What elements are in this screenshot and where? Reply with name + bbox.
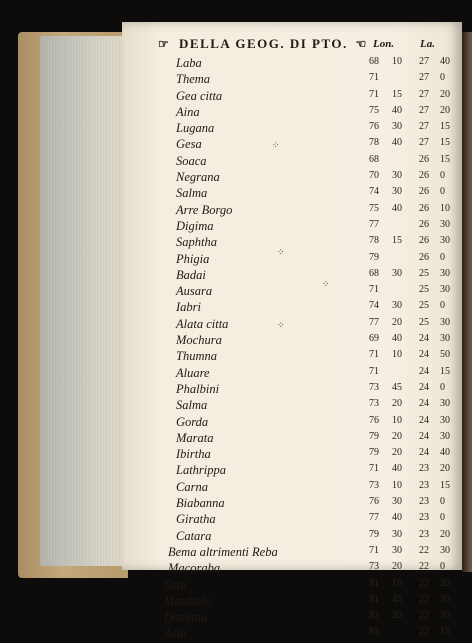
- place-name: Sata: [164, 577, 187, 592]
- latitude-degrees: 27: [419, 56, 429, 67]
- place-name: Salma: [176, 398, 208, 413]
- table-row: [122, 235, 462, 251]
- latitude-minutes: 10: [440, 202, 450, 214]
- place-name: Negrana: [176, 170, 220, 185]
- place-name: Biabanna: [176, 496, 225, 511]
- latitude-minutes: 20: [440, 463, 450, 475]
- longitude-minutes: 15: [392, 88, 402, 100]
- table-row: [122, 512, 462, 528]
- latitude-degrees: 27: [419, 88, 429, 100]
- place-name: Phigia: [176, 251, 210, 266]
- latitude-degrees: 26: [419, 202, 429, 214]
- longitude-degrees: 71: [369, 88, 379, 100]
- latitude-minutes: 50: [440, 349, 450, 361]
- latitude-minutes: 30: [440, 430, 450, 442]
- longitude-degrees: 68: [369, 56, 379, 67]
- longitude-degrees: 68: [369, 267, 379, 279]
- place-name: Masthala: [164, 593, 212, 608]
- latitude-degrees: 24: [419, 349, 429, 361]
- latitude-degrees: 23: [419, 528, 429, 540]
- place-name: Iabri: [176, 300, 201, 315]
- table-row: [122, 626, 462, 642]
- place-name: Badai: [176, 267, 206, 282]
- longitude-degrees: 71: [369, 463, 379, 475]
- longitude-degrees: 75: [369, 104, 379, 116]
- latitude-degrees: 22: [419, 610, 429, 622]
- longitude-degrees: 78: [369, 235, 379, 247]
- longitude-degrees: 79: [369, 251, 379, 263]
- longitude-minutes: 30: [392, 267, 402, 279]
- longitude-minutes: 10: [392, 56, 402, 67]
- latitude-minutes: 15: [440, 626, 450, 638]
- latitude-minutes: 0: [440, 381, 445, 393]
- place-name: Aluare: [176, 365, 210, 380]
- latitude-degrees: 25: [419, 284, 429, 296]
- latitude-minutes: 30: [440, 610, 450, 622]
- latitude-minutes: 30: [440, 218, 450, 230]
- latitude-minutes: 15: [440, 479, 450, 491]
- latitude-degrees: 27: [419, 72, 429, 84]
- latitude-minutes: 0: [440, 561, 445, 573]
- longitude-minutes: 20: [392, 610, 402, 622]
- longitude-degrees: 76: [369, 496, 379, 508]
- book: [18, 22, 466, 641]
- place-name: Lathrippa: [176, 463, 227, 478]
- latitude-minutes: 15: [440, 365, 450, 377]
- table-row: [122, 594, 462, 610]
- table-row: [122, 496, 462, 512]
- longitude-degrees: 71: [369, 349, 379, 361]
- latitude-minutes: 40: [440, 56, 450, 67]
- latitude-minutes: 30: [440, 398, 450, 410]
- longitude-degrees: 81: [369, 577, 379, 589]
- longitude-minutes: 40: [392, 137, 402, 149]
- longitude-degrees: 73: [369, 561, 379, 573]
- table-row: [122, 219, 462, 235]
- latitude-degrees: 25: [419, 300, 429, 312]
- latitude-degrees: 27: [419, 137, 429, 149]
- place-name: Marata: [176, 430, 214, 445]
- longitude-degrees: 75: [369, 202, 379, 214]
- latitude-degrees: 22: [419, 561, 429, 573]
- latitude-degrees: 26: [419, 170, 429, 182]
- latitude-minutes: 0: [440, 186, 445, 198]
- table-row: [122, 56, 462, 72]
- place-name: Digima: [176, 218, 214, 233]
- table-row: [122, 137, 462, 153]
- longitude-degrees: 74: [369, 300, 379, 312]
- latitude-degrees: 24: [419, 398, 429, 410]
- table-row: [122, 333, 462, 349]
- latitude-degrees: 26: [419, 153, 429, 165]
- table-row: [122, 186, 462, 202]
- table-row: [122, 431, 462, 447]
- place-name: Giratha: [176, 512, 216, 527]
- latitude-minutes: 20: [440, 88, 450, 100]
- latitude-degrees: 26: [419, 186, 429, 198]
- longitude-minutes: 10: [392, 414, 402, 426]
- latitude-minutes: 30: [440, 593, 450, 605]
- place-name: Lugana: [176, 121, 215, 136]
- longitude-column-heading: Lon.: [373, 38, 395, 50]
- place-name: Aina: [176, 104, 200, 119]
- latitude-degrees: 24: [419, 365, 429, 377]
- latitude-column-heading: La.: [420, 38, 435, 50]
- longitude-minutes: 20: [392, 398, 402, 410]
- place-name: Catara: [176, 528, 212, 543]
- table-row: [122, 415, 462, 431]
- ornament-icon: ⁘: [277, 247, 285, 257]
- latitude-minutes: 15: [440, 121, 450, 133]
- latitude-degrees: 24: [419, 414, 429, 426]
- table-row: [122, 89, 462, 105]
- longitude-minutes: 40: [392, 202, 402, 214]
- table-row: [122, 252, 462, 268]
- table-row: [122, 561, 462, 577]
- latitude-minutes: 30: [440, 267, 450, 279]
- longitude-degrees: 71: [369, 544, 379, 556]
- latitude-minutes: 20: [440, 528, 450, 540]
- table-row: [122, 610, 462, 626]
- longitude-degrees: 85: [369, 626, 379, 638]
- latitude-degrees: 26: [419, 218, 429, 230]
- place-table: [122, 56, 462, 643]
- place-name: Gea citta: [176, 88, 223, 103]
- longitude-degrees: 70: [369, 170, 379, 182]
- latitude-minutes: 0: [440, 251, 445, 263]
- latitude-minutes: 30: [440, 235, 450, 247]
- place-name: Gesa: [176, 137, 202, 152]
- place-name: Bema altrimenti Reba: [168, 544, 278, 559]
- table-row: [122, 463, 462, 479]
- ornament-icon: ⁘: [272, 140, 280, 150]
- longitude-degrees: 73: [369, 398, 379, 410]
- longitude-degrees: 77: [369, 316, 379, 328]
- longitude-minutes: 20: [392, 430, 402, 442]
- latitude-minutes: 15: [440, 153, 450, 165]
- place-name: Thema: [176, 72, 211, 87]
- longitude-minutes: 20: [392, 561, 402, 573]
- latitude-degrees: 22: [419, 626, 429, 638]
- table-row: [122, 154, 462, 170]
- book-spine: [462, 32, 472, 572]
- place-name: Asia: [164, 626, 187, 641]
- latitude-degrees: 24: [419, 381, 429, 393]
- latitude-degrees: 23: [419, 512, 429, 524]
- place-name: Ibirtha: [176, 447, 211, 462]
- place-name: Domana: [164, 610, 208, 625]
- latitude-degrees: 22: [419, 577, 429, 589]
- longitude-degrees: 68: [369, 153, 379, 165]
- longitude-degrees: 81: [369, 593, 379, 605]
- latitude-degrees: 27: [419, 121, 429, 133]
- table-row: [122, 349, 462, 365]
- longitude-minutes: 40: [392, 333, 402, 345]
- latitude-degrees: 25: [419, 316, 429, 328]
- place-name: Laba: [176, 56, 202, 70]
- longitude-degrees: 71: [369, 284, 379, 296]
- place-name: Salma: [176, 186, 208, 201]
- manicule-icon: ☜: [355, 37, 368, 51]
- latitude-minutes: 30: [440, 333, 450, 345]
- latitude-degrees: 23: [419, 479, 429, 491]
- book-page: [122, 22, 462, 641]
- table-row: [122, 121, 462, 137]
- longitude-degrees: 82: [369, 610, 379, 622]
- table-row: [122, 284, 462, 300]
- latitude-degrees: 26: [419, 235, 429, 247]
- longitude-minutes: 30: [392, 544, 402, 556]
- longitude-minutes: 15: [392, 235, 402, 247]
- place-name: Arre Borgo: [176, 202, 233, 217]
- place-name: Alata citta: [176, 316, 229, 331]
- latitude-minutes: 0: [440, 512, 445, 524]
- longitude-minutes: 30: [392, 121, 402, 133]
- longitude-minutes: 40: [392, 512, 402, 524]
- ornament-icon: ⁘: [277, 320, 285, 330]
- longitude-minutes: 40: [392, 104, 402, 116]
- latitude-degrees: 24: [419, 333, 429, 345]
- place-name: Thumna: [176, 349, 217, 364]
- longitude-minutes: 45: [392, 381, 402, 393]
- longitude-minutes: 45: [392, 593, 402, 605]
- longitude-degrees: 71: [369, 365, 379, 377]
- longitude-minutes: 30: [392, 170, 402, 182]
- latitude-degrees: 23: [419, 463, 429, 475]
- table-row: [122, 105, 462, 121]
- place-name: Ausara: [176, 284, 213, 299]
- table-row: [122, 366, 462, 382]
- longitude-degrees: 79: [369, 528, 379, 540]
- latitude-minutes: 30: [440, 284, 450, 296]
- place-name: Gorda: [176, 414, 209, 429]
- place-name: Mochura: [176, 333, 222, 348]
- longitude-degrees: 74: [369, 186, 379, 198]
- latitude-degrees: 25: [419, 267, 429, 279]
- place-name: Macoraba: [168, 561, 221, 576]
- latitude-degrees: 23: [419, 496, 429, 508]
- longitude-degrees: 73: [369, 381, 379, 393]
- latitude-degrees: 26: [419, 251, 429, 263]
- latitude-degrees: 27: [419, 104, 429, 116]
- table-row: [122, 398, 462, 414]
- longitude-minutes: 10: [392, 349, 402, 361]
- table-row: [122, 72, 462, 88]
- place-name: Saphtha: [176, 235, 217, 250]
- longitude-minutes: 10: [392, 479, 402, 491]
- longitude-degrees: 76: [369, 121, 379, 133]
- longitude-minutes: 30: [392, 496, 402, 508]
- longitude-degrees: 77: [369, 218, 379, 230]
- latitude-minutes: 0: [440, 72, 445, 84]
- longitude-minutes: 20: [392, 316, 402, 328]
- table-row: [122, 317, 462, 333]
- latitude-minutes: 0: [440, 300, 445, 312]
- latitude-minutes: 30: [440, 316, 450, 328]
- longitude-degrees: 76: [369, 414, 379, 426]
- longitude-minutes: 30: [392, 186, 402, 198]
- table-row: [122, 480, 462, 496]
- latitude-minutes: 20: [440, 577, 450, 589]
- longitude-degrees: 79: [369, 447, 379, 459]
- longitude-minutes: 40: [392, 463, 402, 475]
- latitude-minutes: 0: [440, 496, 445, 508]
- latitude-minutes: 20: [440, 104, 450, 116]
- longitude-minutes: 20: [392, 447, 402, 459]
- longitude-minutes: 10: [392, 577, 402, 589]
- latitude-minutes: 30: [440, 544, 450, 556]
- place-name: Soaca: [176, 153, 207, 168]
- place-name: Phalbini: [176, 381, 220, 396]
- longitude-degrees: 69: [369, 333, 379, 345]
- table-row: [122, 545, 462, 561]
- ornament-icon: ⁘: [322, 279, 330, 289]
- latitude-degrees: 24: [419, 430, 429, 442]
- longitude-degrees: 78: [369, 137, 379, 149]
- longitude-minutes: 30: [392, 300, 402, 312]
- page-header: [158, 36, 458, 56]
- longitude-degrees: 73: [369, 479, 379, 491]
- table-row: [122, 447, 462, 463]
- table-row: [122, 203, 462, 219]
- table-row: [122, 268, 462, 284]
- table-row: [122, 578, 462, 594]
- page-title: DELLA GEOG. DI PTO.: [179, 36, 348, 51]
- latitude-degrees: 24: [419, 447, 429, 459]
- place-name: Carna: [176, 479, 208, 494]
- latitude-minutes: 15: [440, 137, 450, 149]
- table-row: [122, 529, 462, 545]
- longitude-degrees: 77: [369, 512, 379, 524]
- longitude-degrees: 79: [369, 430, 379, 442]
- latitude-degrees: 22: [419, 544, 429, 556]
- latitude-minutes: 30: [440, 414, 450, 426]
- manicule-icon: ☞: [158, 37, 171, 51]
- table-row: [122, 170, 462, 186]
- latitude-minutes: 40: [440, 447, 450, 459]
- table-row: [122, 300, 462, 316]
- longitude-degrees: 71: [369, 72, 379, 84]
- table-row: [122, 382, 462, 398]
- latitude-minutes: 0: [440, 170, 445, 182]
- longitude-minutes: 30: [392, 528, 402, 540]
- latitude-degrees: 22: [419, 593, 429, 605]
